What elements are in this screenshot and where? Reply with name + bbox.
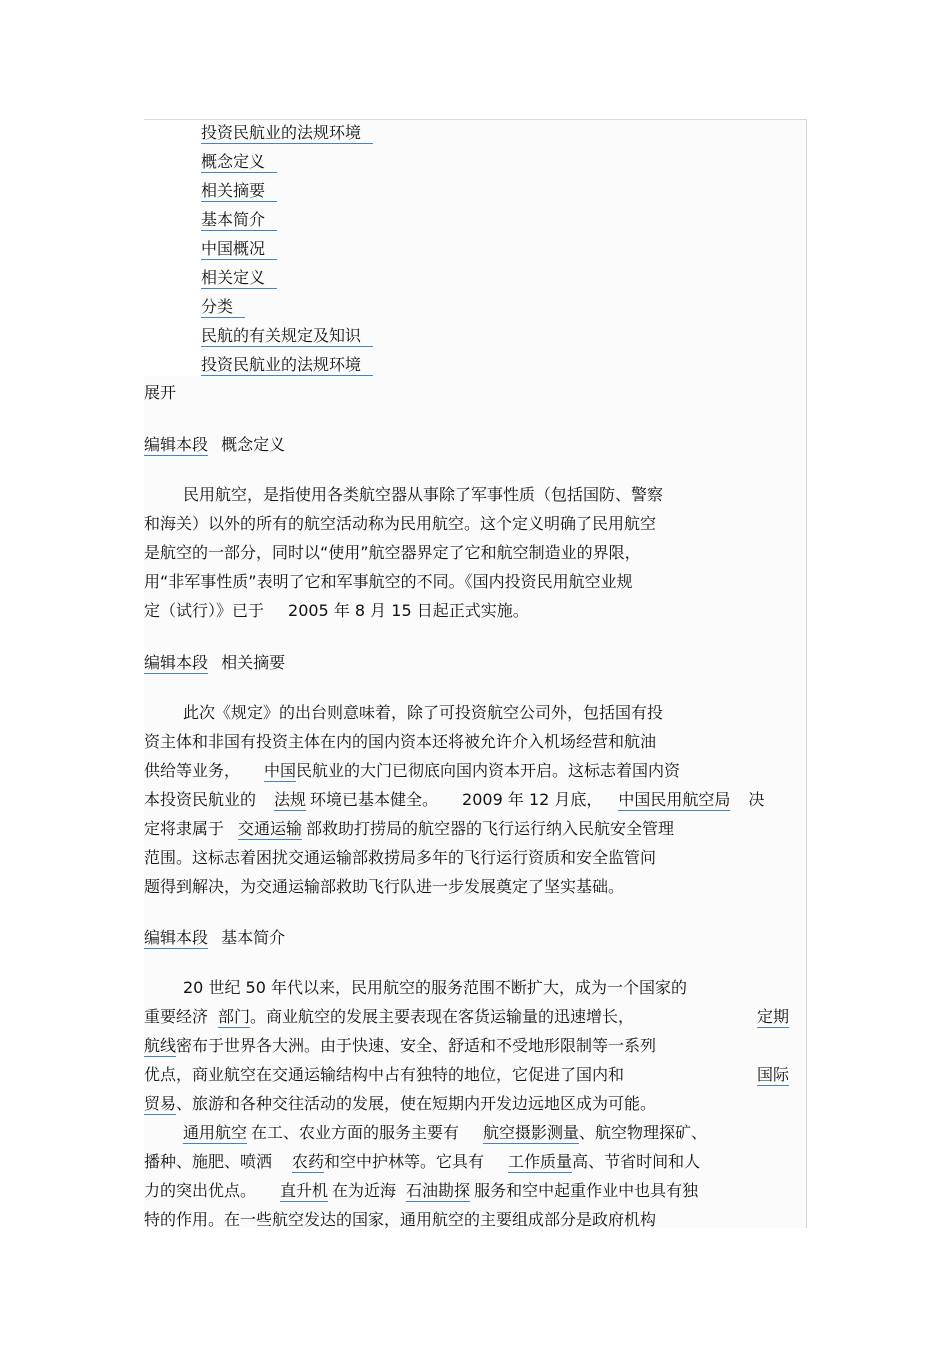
section-title: 概念定义 xyxy=(221,435,286,454)
paragraph-line: 播种、施肥、喷洒 农药和空中护林等。它具有 工作质量高、节省时间和人 xyxy=(144,1152,701,1171)
toc-link-regulation-2[interactable]: 投资民航业的法规环境 xyxy=(201,355,373,376)
link-pesticide[interactable]: 农药 xyxy=(292,1152,325,1171)
link-helicopter[interactable]: 直升机 xyxy=(280,1181,329,1200)
link-department[interactable]: 部门 xyxy=(218,1007,251,1026)
paragraph-line: 题得到解决，为交通运输部救助飞行队进一步发展奠定了坚实基础。 xyxy=(144,877,625,896)
link-general-aviation[interactable]: 通用航空 xyxy=(183,1123,248,1142)
paragraph-line: 范围。这标志着困扰交通运输部救捞局多年的飞行运行资质和安全监管问 xyxy=(144,848,657,867)
toc-link-concept[interactable]: 概念定义 xyxy=(201,152,277,173)
toc-link-regulation[interactable]: 投资民航业的法规环境 xyxy=(201,123,373,144)
paragraph-line: 力的突出优点。 直升机 在为近海 石油勘探 服务和空中起重作业中也具有独 xyxy=(144,1181,699,1200)
section-header-concept xyxy=(144,434,285,456)
section-header-intro xyxy=(144,927,285,949)
link-oil-exploration[interactable]: 石油勘探 xyxy=(406,1181,471,1200)
paragraph-line: 资主体和非国有投资主体在内的国内资本还将被允许介入机场经营和航油 xyxy=(144,732,657,751)
link-caac[interactable]: 中国民用航空局 xyxy=(618,790,731,809)
paragraph-line: 本投资民航业的 法规 环境已基本健全。 2009 年 12 月底， 中国民用航空局 决 xyxy=(144,790,765,809)
paragraph-line: 民用航空，是指使用各类航空器从事除了军事性质（包括国防、警察 xyxy=(183,485,664,504)
paragraph-line: 此次《规定》的出台则意味着，除了可投资航空公司外，包括国有投 xyxy=(183,703,664,722)
link-china[interactable]: 中国 xyxy=(264,761,297,780)
link-work-quality[interactable]: 工作质量 xyxy=(508,1152,573,1171)
toc-link-summary[interactable]: 相关摘要 xyxy=(201,181,277,202)
paragraph-line: 定（试行）》已于 2005 年 8 月 15 日起正式实施。 xyxy=(144,601,529,620)
toc-link-rules[interactable]: 民航的有关规定及知识 xyxy=(201,326,373,347)
toc-link-definition[interactable]: 相关定义 xyxy=(201,268,277,289)
expand-toggle[interactable]: 展开 xyxy=(144,383,177,402)
edit-section-link[interactable]: 编辑本段 xyxy=(144,435,209,454)
paragraph-line: 供给等业务， 中国民航业的大门已彻底向国内资本开启。这标志着国内资 xyxy=(144,761,681,780)
section-title: 相关摘要 xyxy=(221,653,286,672)
link-route[interactable]: 航线 xyxy=(144,1036,177,1055)
paragraph-line: 重要经济 部门。商业航空的发展主要表现在客货运输量的迅速增长， xyxy=(144,1007,635,1026)
link-transport[interactable]: 交通运输 xyxy=(238,819,303,838)
toc-margin xyxy=(144,120,200,376)
paragraph-line: 航线密布于世界各大洲。由于快速、安全、舒适和不受地形限制等一系列 xyxy=(144,1036,657,1055)
edit-section-link[interactable]: 编辑本段 xyxy=(144,653,209,672)
paragraph-line: 是航空的一部分，同时以“使用”航空器界定了它和航空制造业的界限， xyxy=(144,543,641,562)
link-scheduled[interactable]: 定期 xyxy=(757,1007,790,1026)
paragraph-line: 优点，商业航空在交通运输结构中占有独特的地位，它促进了国内和 xyxy=(144,1065,625,1084)
toc-link-category[interactable]: 分类 xyxy=(201,297,245,318)
paragraph-line: 定将隶属于 交通运输 部救助打捞局的航空器的飞行运行纳入民航安全管理 xyxy=(144,819,675,838)
paragraph-line: 通用航空 在工、农业方面的服务主要有 航空摄影测量、航空物理探矿、 xyxy=(183,1123,708,1142)
paragraph-line: 用“非军事性质”表明了它和军事航空的不同。《国内投资民用航空业规 xyxy=(144,572,633,591)
paragraph-line: 特的作用。在一些航空发达的国家，通用航空的主要组成部分是政府机构 xyxy=(144,1210,657,1229)
paragraph-line: 20 世纪 50 年代以来，民用航空的服务范围不断扩大，成为一个国家的 xyxy=(183,978,687,997)
link-trade[interactable]: 贸易 xyxy=(144,1094,177,1113)
section-header-summary xyxy=(144,652,285,674)
link-international[interactable]: 国际 xyxy=(757,1065,790,1084)
paragraph-line: 和海关）以外的所有的航空活动称为民用航空。这个定义明确了民用航空 xyxy=(144,514,657,533)
link-regulation[interactable]: 法规 xyxy=(274,790,307,809)
toc-link-intro[interactable]: 基本简介 xyxy=(201,210,277,231)
paragraph-line: 贸易、旅游和各种交往活动的发展，使在短期内开发边远地区成为可能。 xyxy=(144,1094,657,1113)
edit-section-link[interactable]: 编辑本段 xyxy=(144,928,209,947)
section-title: 基本简介 xyxy=(221,928,286,947)
toc-link-china[interactable]: 中国概况 xyxy=(201,239,277,260)
link-aerial-survey[interactable]: 航空摄影测量 xyxy=(483,1123,580,1142)
